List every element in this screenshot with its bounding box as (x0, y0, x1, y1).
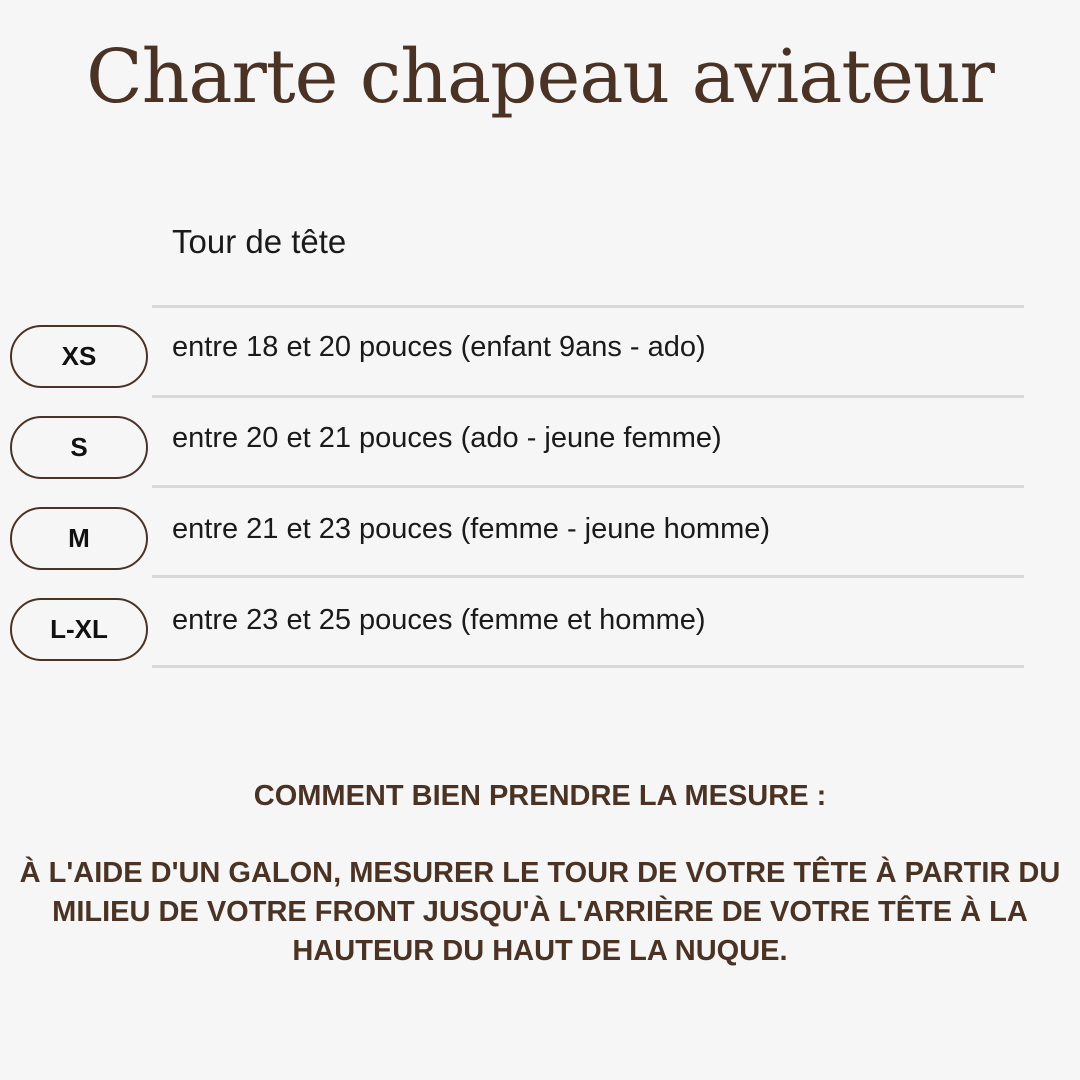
size-badge-l-xl: L-XL (10, 598, 148, 661)
measure-instructions-line: HAUTEUR DU HAUT DE LA NUQUE. (292, 935, 788, 967)
table-rule (152, 575, 1024, 578)
size-badge-xs: XS (10, 325, 148, 388)
column-header-head-circumference: Tour de tête (172, 223, 347, 260)
measure-instructions-body (10, 854, 1070, 971)
table-rule-bottom (152, 665, 1024, 668)
table-row-l-xl (0, 580, 1080, 670)
table-row-xs (0, 307, 1080, 397)
size-description-xs: entre 18 et 20 pouces (enfant 9ans - ado) (172, 331, 706, 363)
measure-instructions-line: MILIEU DE VOTRE FRONT JUSQU'À L'ARRIÈRE DE VOTRE TÊTE À LA (52, 896, 1028, 928)
size-description-l-xl: entre 23 et 25 pouces (femme et homme) (172, 604, 706, 636)
size-description-m: entre 21 et 23 pouces (femme - jeune homme) (172, 513, 771, 545)
size-badge-m: M (10, 507, 148, 570)
measure-instructions-heading: COMMENT BIEN PRENDRE LA MESURE : (253, 780, 827, 812)
size-badge-s: S (10, 416, 148, 479)
page-title: Charte chapeau aviateur (86, 34, 994, 120)
table-rule (152, 485, 1024, 488)
table-row-s (0, 398, 1080, 488)
table-row-m (0, 489, 1080, 579)
size-description-s: entre 20 et 21 pouces (ado - jeune femme) (172, 422, 722, 454)
measure-instructions-line: À L'AIDE D'UN GALON, MESURER LE TOUR DE VOTRE TÊTE À PARTIR DU (19, 857, 1061, 889)
